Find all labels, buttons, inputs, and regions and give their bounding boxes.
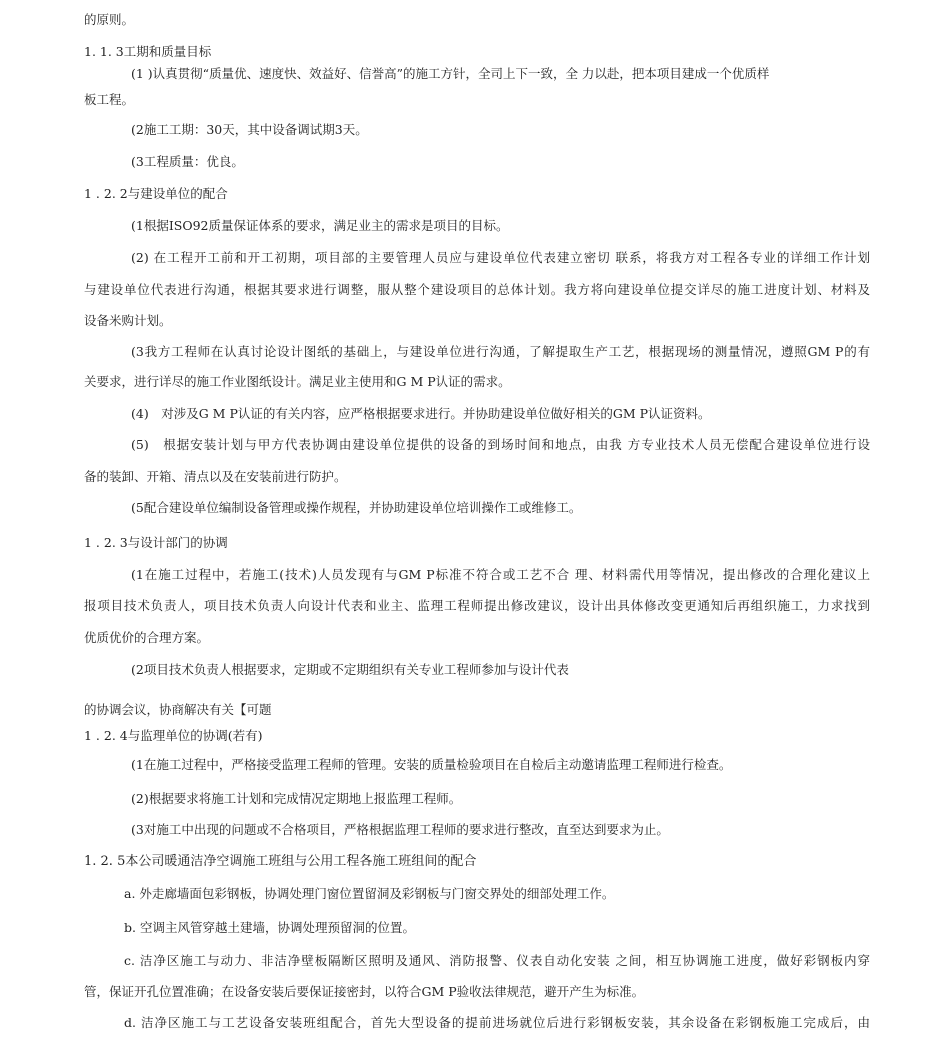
section-heading: 1. 2. 5本公司暖通洁净空调施工班组与公用工程各施工班组间的配合 bbox=[84, 854, 477, 869]
text-line: 与建设单位代表进行沟通，根据其要求进行调整，服从整个建设项目的总体计划。我方将向建设单位提交详尽的施工进度计划、材料及 bbox=[84, 282, 870, 297]
text-line: (5) 根据安装计划与甲方代表协调由建设单位提供的设备的到场时间和地点，由我 方专业技术人员无偿配合建设单位进行设 bbox=[131, 437, 870, 452]
text-line: 的协调会议，协商解决有关【可题 bbox=[84, 702, 272, 717]
text-line: (1在施工过程中，若施工(技术)人员发现有与GM P标准不符合或工艺不合 理、材料需代用等情况，提出修改的合理化建议上 bbox=[131, 567, 870, 582]
text-line: 设备米购计划。 bbox=[84, 313, 172, 328]
text-line: (1根据ISO92质量保证体系的要求，满足业主的需求是项目的目标。 bbox=[131, 218, 509, 233]
text-line: b. 空调主风管穿越土建墙，协调处理预留洞的位置。 bbox=[124, 920, 415, 935]
text-line: 的原则。 bbox=[84, 12, 135, 27]
text-line: (1 )认真贯彻“质量优、速度快、效益好、信誉高”的施工方针，全司上下一致，全 力以赴，把本项目建成一个优质样 bbox=[131, 66, 770, 81]
text-line: (2)根据要求将施工计划和完成情况定期地上报监理工程师。 bbox=[131, 791, 462, 806]
text-line: (5配合建设单位编制设备管理或操作规程，并协助建设单位培训操作工或维修工。 bbox=[131, 500, 582, 515]
text-line: 报项目技术负责人，项目技术负责人向设计代表和业主、监理工程师提出修改建议，设计出具体修改变更通知后再组织施工，力求找到 bbox=[84, 598, 870, 613]
text-line: c. 洁净区施工与动力、非洁净壁板隔断区照明及通风、消防报警、仪表自动化安装 之间，相互协调施工进度，做好彩钢板内穿 bbox=[124, 953, 870, 968]
text-line: (2施工工期：30天，其中设备调试期3天。 bbox=[131, 122, 368, 137]
text-line: (2项目技术负责人根据要求，定期或不定期组织有关专业工程师参加与设计代表 bbox=[131, 662, 569, 677]
text-line: (4) 对涉及G M P认证的有关内容，应严格根据要求进行。并协助建设单位做好相关的GM P认证资料。 bbox=[131, 406, 711, 421]
text-line: (1在施工过程中，严格接受监理工程师的管理。安装的质量检验项目在自检后主动邀请监理工程师进行检查。 bbox=[131, 757, 732, 772]
section-heading: 1 . 2. 2与建设单位的配合 bbox=[84, 186, 228, 201]
text-line: 优质优价的合理方案。 bbox=[84, 630, 210, 645]
text-line: 管，保证开孔位置准确；在设备安装后要保证接密封，以符合GM P验收法律规范，避开产生为标准。 bbox=[84, 984, 645, 999]
text-line: (3工程质量：优良。 bbox=[131, 154, 244, 169]
section-heading: 1. 1. 3工期和质量目标 bbox=[84, 44, 212, 59]
text-line: (3对施工中出现的问题或不合格项目，严格根据监理工程师的要求进行整改，直至达到要求为止。 bbox=[131, 822, 669, 837]
text-line: (2) 在工程开工前和开工初期，项目部的主要管理人员应与建设单位代表建立密切 联系，将我方对工程各专业的详细工作计划 bbox=[131, 250, 870, 265]
section-heading: 1 . 2. 4与监理单位的协调(若有) bbox=[84, 728, 263, 743]
text-line: 关要求，进行详尽的施工作业图纸设计。满足业主使用和G M P认证的需求。 bbox=[84, 374, 511, 389]
text-line: d. 洁净区施工与工艺设备安装班组配合，首先大型设备的提前进场就位后进行彩钢板安装，其余设备在彩钢板施工完成后，由 bbox=[124, 1015, 870, 1030]
section-heading: 1 . 2. 3与设计部门的协调 bbox=[84, 535, 228, 550]
text-line: a. 外走廊墙面包彩钢板，协调处理门窗位置留洞及彩钢板与门窗交界处的细部处理工作。 bbox=[124, 886, 615, 901]
text-line: 备的装卸、开箱、清点以及在安装前进行防护。 bbox=[84, 469, 347, 484]
text-line: (3我方工程师在认真讨论设计图纸的基础上，与建设单位进行沟通，了解提取生产工艺，根据现场的测量情况，遵照GM P的有 bbox=[131, 344, 870, 359]
text-line: 板工程。 bbox=[84, 92, 135, 107]
